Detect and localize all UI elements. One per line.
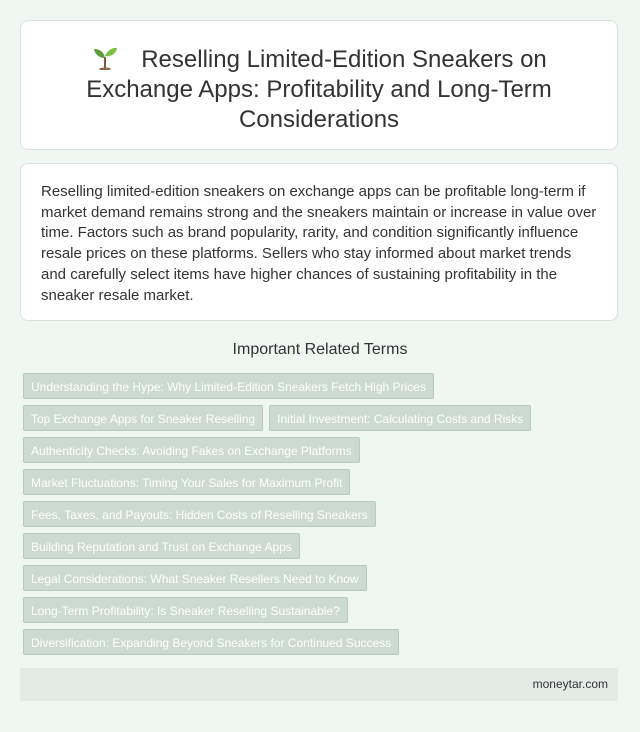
term-tag[interactable]: Top Exchange Apps for Sneaker Reselling bbox=[23, 405, 263, 431]
term-row bbox=[23, 469, 603, 495]
term-tag[interactable]: Fees, Taxes, and Payouts: Hidden Costs of Reselling Sneakers bbox=[23, 501, 376, 527]
related-terms-list bbox=[23, 373, 603, 661]
related-terms-heading: Important Related Terms bbox=[232, 341, 408, 358]
page-title-text: Reselling Limited-Edition Sneakers on Exchange Apps: Profitability and Long-Term Considerations bbox=[86, 46, 552, 133]
term-row bbox=[23, 373, 603, 399]
title-card bbox=[20, 20, 618, 150]
sprout-icon bbox=[91, 46, 119, 70]
term-tag[interactable]: Initial Investment: Calculating Costs and Risks bbox=[269, 405, 531, 431]
footer-site-link[interactable]: moneytar.com bbox=[532, 677, 608, 691]
term-row bbox=[23, 437, 603, 463]
term-tag[interactable]: Building Reputation and Trust on Exchange Apps bbox=[23, 533, 300, 559]
term-row bbox=[23, 501, 603, 527]
term-tag[interactable]: Long-Term Profitability: Is Sneaker Reselling Sustainable? bbox=[23, 597, 348, 623]
summary-text: Reselling limited-edition sneakers on exchange apps can be profitable long-term if market demand remains strong and the sneakers maintain or increase in value over time. Factors such as brand popularity, rarity, and condition significantly influence resale prices on these platforms. Sellers who stay informed about market trends and carefully select items have higher chances of sustaining profitability in the sneaker resale market. bbox=[41, 183, 597, 304]
term-tag[interactable]: Diversification: Expanding Beyond Sneakers for Continued Success bbox=[23, 629, 399, 655]
term-tag[interactable]: Legal Considerations: What Sneaker Resellers Need to Know bbox=[23, 565, 367, 591]
page-title bbox=[61, 45, 577, 135]
term-tag[interactable]: Market Fluctuations: Timing Your Sales for Maximum Profit bbox=[23, 469, 350, 495]
term-row bbox=[23, 565, 603, 591]
term-row bbox=[23, 629, 603, 655]
term-tag[interactable]: Understanding the Hype: Why Limited-Edition Sneakers Fetch High Prices bbox=[23, 373, 434, 399]
term-row bbox=[23, 533, 603, 559]
footer bbox=[20, 668, 618, 701]
term-tag[interactable]: Authenticity Checks: Avoiding Fakes on Exchange Platforms bbox=[23, 437, 360, 463]
summary-card bbox=[20, 163, 618, 321]
term-row bbox=[23, 405, 603, 431]
term-row bbox=[23, 597, 603, 623]
